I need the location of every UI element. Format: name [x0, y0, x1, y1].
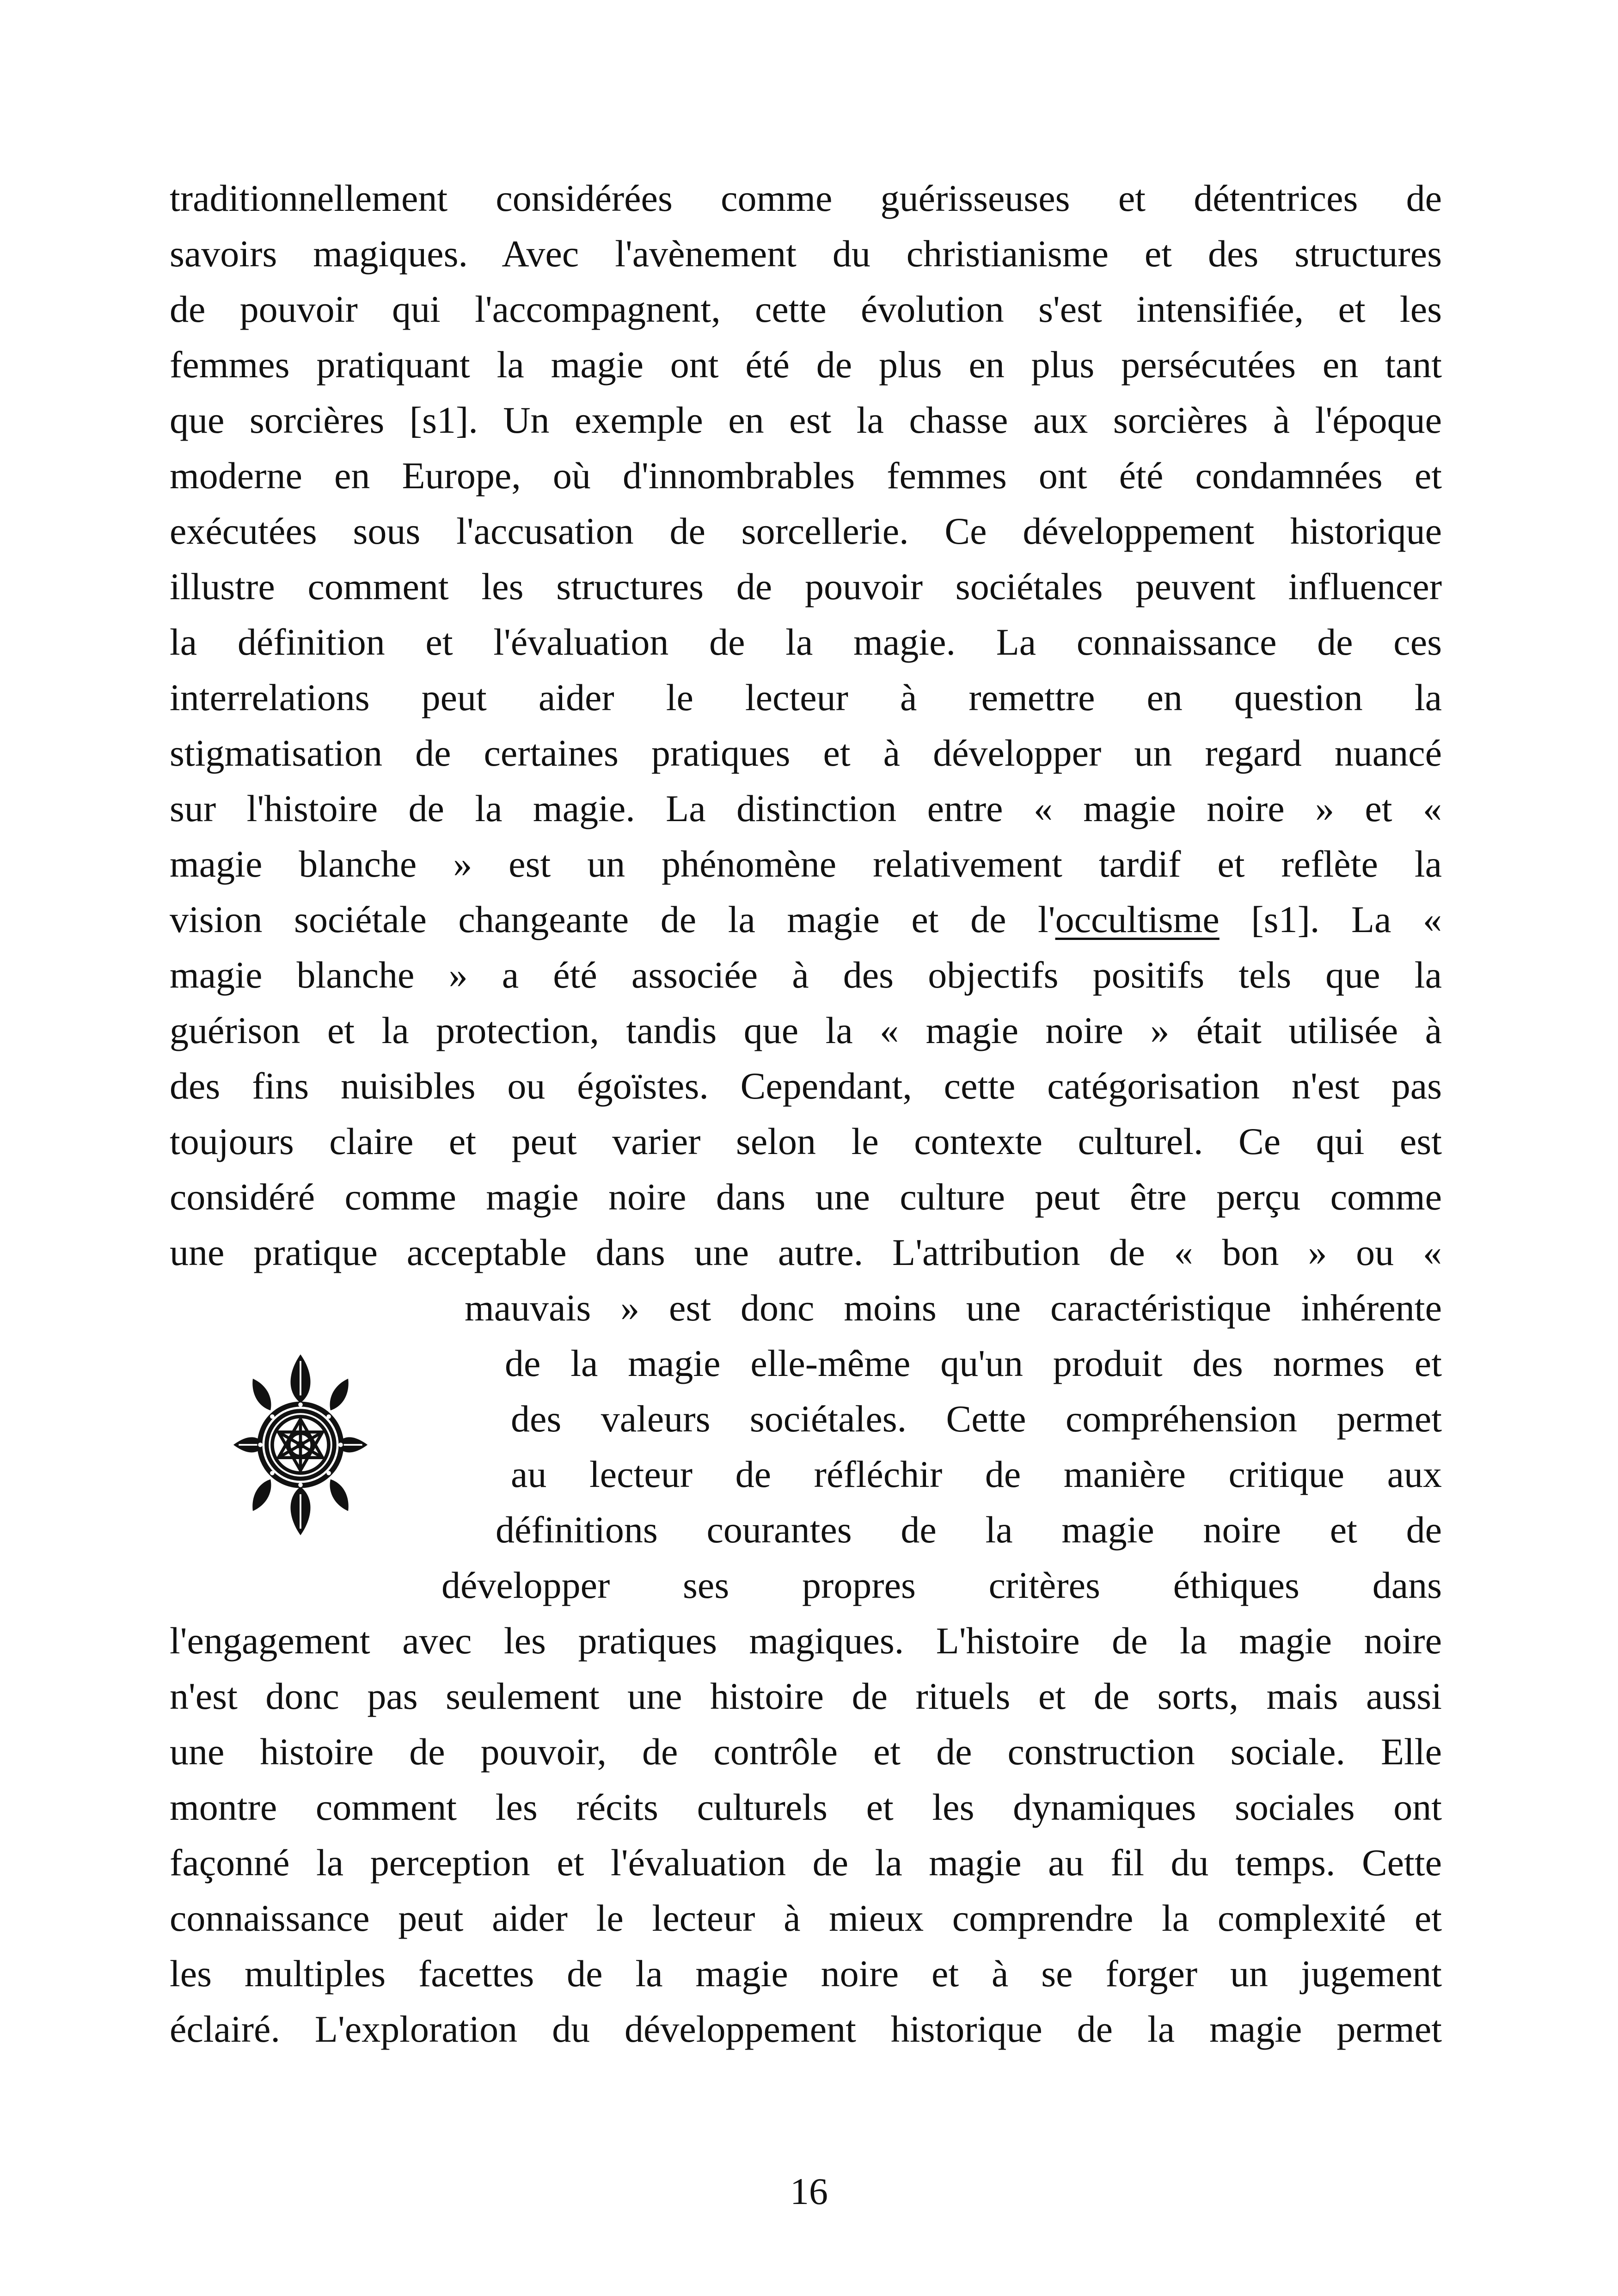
text-line: guérison et la protection, tandis que la « magie noire » était utilisée à — [170, 1009, 1442, 1051]
page-number: 16 — [790, 2170, 828, 2212]
text-line: l'engagement avec les pratiques magiques. L'histoire de la magie noire — [170, 1620, 1442, 1662]
text-line: considéré comme magie noire dans une culture peut être perçu comme — [170, 1176, 1442, 1218]
text-line-wrap: des valeurs sociétales. Cette compréhension permet — [511, 1398, 1442, 1440]
text-line: éclairé. L'exploration du développement historique de la magie permet — [170, 2008, 1442, 2050]
text-line: toujours claire et peut varier selon le contexte culturel. Ce qui est — [170, 1120, 1442, 1162]
text-line: n'est donc pas seulement une histoire de rituels et de sorts, mais aussi — [170, 1675, 1442, 1717]
text-segment: [s1]. La « — [1219, 898, 1442, 940]
text-line: interrelations peut aider le lecteur à remettre en question la — [170, 676, 1442, 718]
text-line: la définition et l'évaluation de la magie. La connaissance de ces — [170, 621, 1442, 663]
text-line: connaissance peut aider le lecteur à mieux comprendre la complexité et — [170, 1897, 1442, 1939]
text-line: des fins nuisibles ou égoïstes. Cependant, cette catégorisation n'est pas — [170, 1065, 1442, 1107]
mandala-ornament-icon — [229, 1348, 372, 1542]
text-line-with-link — [170, 896, 1442, 943]
text-line: exécutées sous l'accusation de sorcellerie. Ce développement historique — [170, 510, 1442, 552]
text-line-wrap: au lecteur de réfléchir de manière critique aux — [511, 1453, 1442, 1495]
text-line: illustre comment les structures de pouvoir sociétales peuvent influencer — [170, 565, 1442, 608]
text-line-wrap: mauvais » est donc moins une caractéristique inhérente — [465, 1287, 1442, 1329]
text-line: montre comment les récits culturels et les dynamiques sociales ont — [170, 1786, 1442, 1828]
text-line: stigmatisation de certaines pratiques et à développer un regard nuancé — [170, 732, 1442, 774]
text-line: moderne en Europe, où d'innombrables femmes ont été condamnées et — [170, 454, 1442, 497]
text-line: traditionnellement considérées comme guérisseuses et détentrices de — [170, 177, 1442, 219]
text-line-wrap: développer ses propres critères éthiques dans — [441, 1564, 1442, 1606]
text-line: magie blanche » est un phénomène relativement tardif et reflète la — [170, 843, 1442, 885]
text-line-wrap: de la magie elle-même qu'un produit des normes et — [505, 1342, 1442, 1384]
text-line: que sorcières [s1]. Un exemple en est la chasse aux sorcières à l'époque — [170, 399, 1442, 441]
text-line: les multiples facettes de la magie noire et à se forger un jugement — [170, 1952, 1442, 1995]
text-line: savoirs magiques. Avec l'avènement du christianisme et des structures — [170, 233, 1442, 275]
occultisme-link[interactable]: occultisme — [1055, 898, 1220, 940]
text-segment: vision sociétale changeante de la magie et de l' — [170, 898, 1055, 940]
text-line: une pratique acceptable dans une autre. L'attribution de « bon » ou « — [170, 1231, 1442, 1273]
text-line: femmes pratiquant la magie ont été de plus en plus persécutées en tant — [170, 344, 1442, 386]
text-line: façonné la perception et l'évaluation de la magie au fil du temps. Cette — [170, 1842, 1442, 1884]
text-line: sur l'histoire de la magie. La distinction entre « magie noire » et « — [170, 787, 1442, 829]
text-line: une histoire de pouvoir, de contrôle et de construction sociale. Elle — [170, 1731, 1442, 1773]
text-line: de pouvoir qui l'accompagnent, cette évolution s'est intensifiée, et les — [170, 288, 1442, 330]
text-line-wrap: définitions courantes de la magie noire et de — [496, 1509, 1442, 1551]
text-line: magie blanche » a été associée à des objectifs positifs tels que la — [170, 954, 1442, 996]
